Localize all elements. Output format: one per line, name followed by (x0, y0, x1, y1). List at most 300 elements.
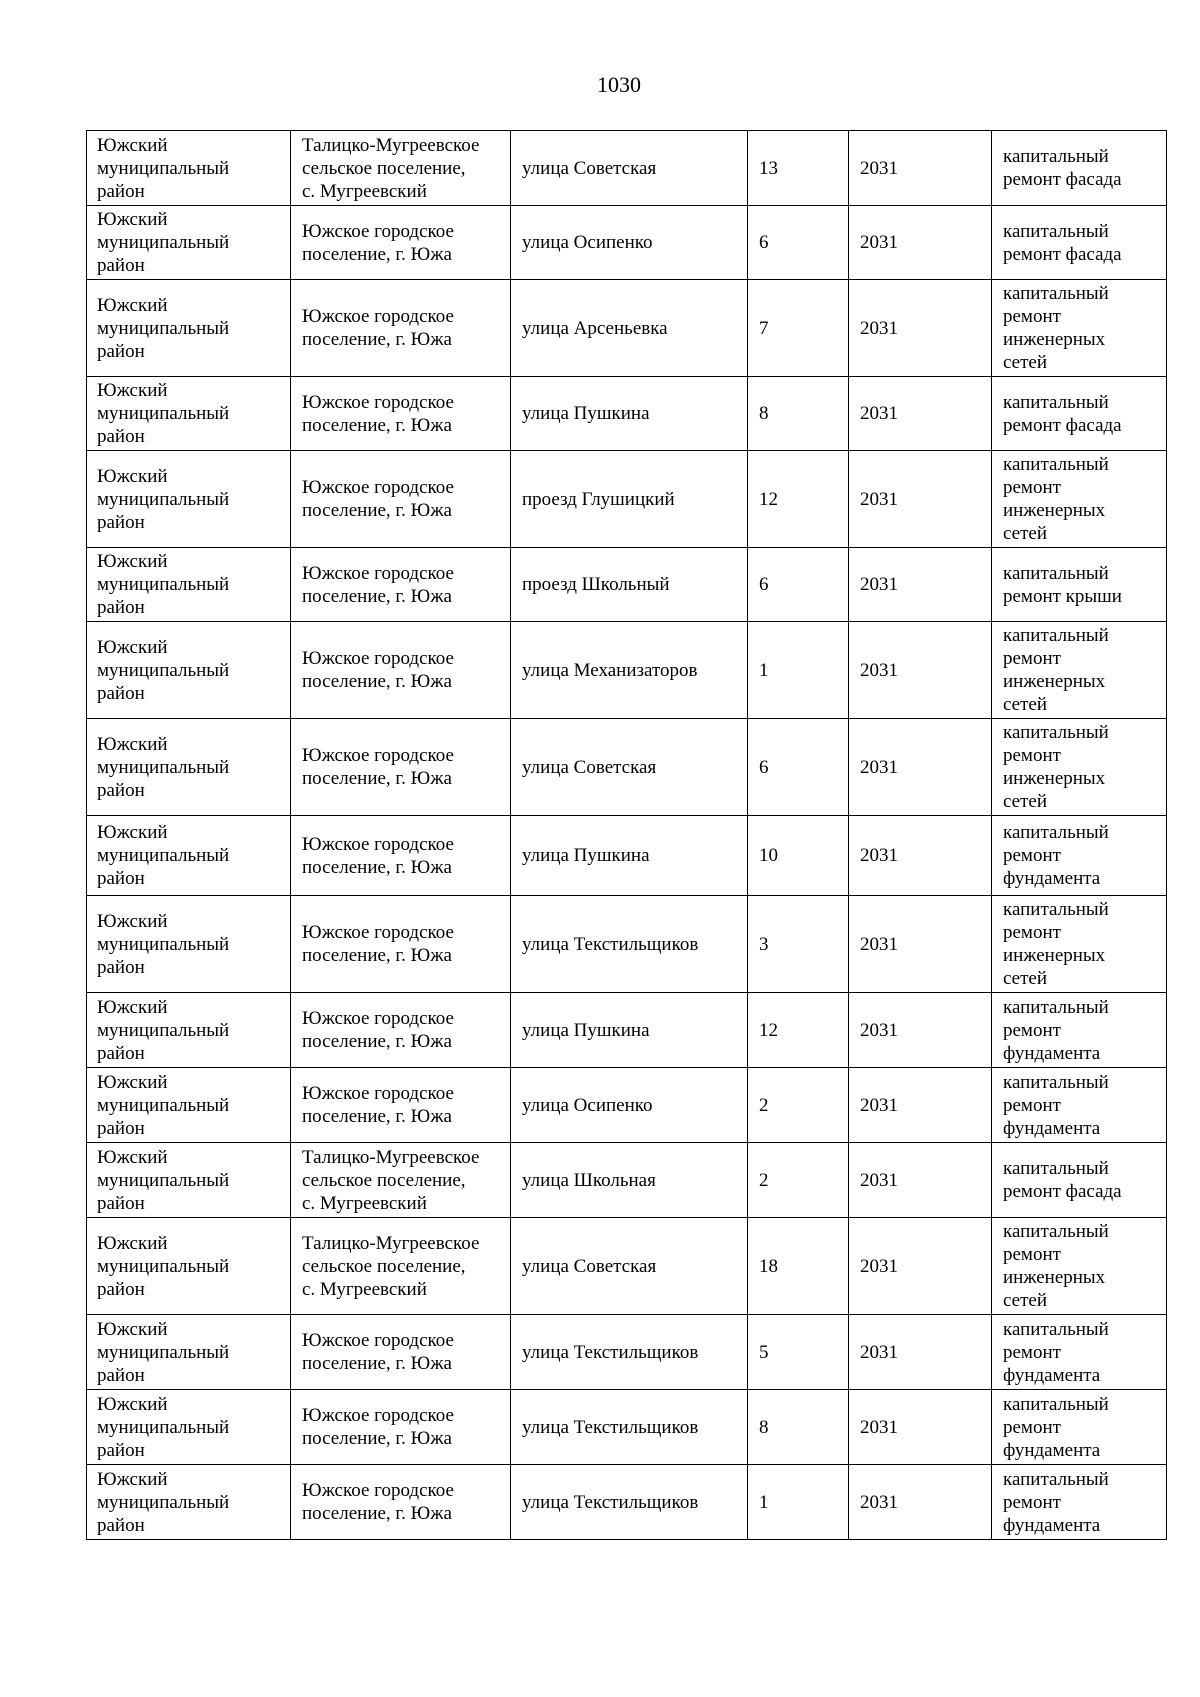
work-type-cell (992, 719, 1167, 816)
street-cell (511, 131, 748, 206)
work-type-cell-line: капитальный (1003, 1158, 1109, 1179)
year-cell (849, 131, 992, 206)
district-cell-line: муниципальный (97, 574, 230, 595)
street-cell-text: улица Механизаторов (522, 659, 698, 681)
district-cell-line: район (97, 511, 145, 533)
settlement-cell-line: поселение, г. Южа (302, 243, 452, 265)
table-row (87, 548, 1167, 622)
settlement-cell-line: поселение, г. Южа (302, 329, 452, 350)
work-type-cell-line: ремонт фасада (1003, 243, 1122, 265)
house-number-cell (748, 816, 849, 896)
work-type-cell-line: капитальный (1003, 822, 1109, 843)
work-type-cell-line: ремонт фасада (1003, 1181, 1122, 1202)
work-type-cell-line: ремонт (1003, 745, 1061, 766)
work-type-cell-line: ремонт (1003, 1019, 1061, 1041)
work-type-cell (992, 816, 1167, 896)
table-row (87, 451, 1167, 548)
house-number-cell-text: 3 (759, 933, 769, 955)
work-type-cell-line: ремонт (1003, 477, 1061, 498)
table-row (87, 280, 1167, 377)
work-type-cell-line: капитальный (1003, 1221, 1109, 1242)
year-cell (849, 622, 992, 719)
street-cell-text: улица Текстильщиков (522, 1341, 699, 1363)
settlement-cell (291, 377, 511, 451)
street-cell-text: улица Советская (522, 756, 657, 778)
settlement-cell-line: Талицко-Мугреевское (302, 1146, 480, 1168)
street-cell-text: улица Пушкина (522, 1019, 650, 1041)
work-type-cell-line: ремонт (1003, 922, 1061, 943)
year-cell-text: 2031 (860, 403, 898, 424)
district-cell (87, 896, 291, 993)
street-cell-text: улица Осипенко (522, 232, 653, 253)
district-cell-line: муниципальный (97, 845, 230, 866)
district-cell-line: муниципальный (97, 232, 230, 253)
year-cell (849, 896, 992, 993)
year-cell (849, 993, 992, 1068)
settlement-cell-line: сельское поселение, (302, 157, 466, 179)
district-cell (87, 206, 291, 280)
work-type-cell-line: капитальный (1003, 625, 1109, 646)
year-cell-text: 2031 (860, 157, 898, 179)
settlement-cell (291, 1315, 511, 1390)
district-cell (87, 1465, 291, 1540)
work-type-cell-line: ремонт (1003, 1094, 1061, 1116)
district-cell-line: район (97, 1439, 145, 1461)
district-cell (87, 451, 291, 548)
street-cell (511, 896, 748, 993)
year-cell (849, 719, 992, 816)
work-type-cell-line: сетей (1003, 694, 1048, 715)
year-cell (849, 1465, 992, 1540)
district-cell-line: район (97, 1192, 145, 1214)
district-cell-line: район (97, 779, 145, 801)
table-row (87, 622, 1167, 719)
house-number-cell-text: 1 (759, 1491, 769, 1513)
work-type-cell-line: капитальный (1003, 722, 1109, 743)
street-cell (511, 993, 748, 1068)
work-type-cell-line: капитальный (1003, 1468, 1109, 1490)
district-cell (87, 816, 291, 896)
settlement-cell-line: Южское городское (302, 477, 454, 498)
work-type-cell-line: ремонт (1003, 648, 1061, 669)
work-type-cell-line: инженерных (1003, 500, 1106, 521)
district-cell-line: Южский (97, 822, 168, 843)
repair-schedule-table (86, 130, 1167, 1540)
settlement-cell (291, 1143, 511, 1218)
settlement-cell-line: Талицко-Мугреевское (302, 1232, 480, 1254)
settlement-cell (291, 1218, 511, 1315)
work-type-cell-line: фундамента (1003, 1117, 1101, 1139)
work-type-cell-line: капитальный (1003, 283, 1109, 304)
district-cell-line: район (97, 180, 145, 202)
district-cell-line: муниципальный (97, 317, 230, 339)
settlement-cell-line: Южское городское (302, 1330, 454, 1351)
settlement-cell-line: Южское городское (302, 1008, 454, 1029)
house-number-cell (748, 548, 849, 622)
work-type-cell-line: капитальный (1003, 454, 1109, 475)
settlement-cell-line: Южское городское (302, 306, 454, 327)
work-type-cell-line: капитальный (1003, 1071, 1109, 1093)
table-row (87, 1218, 1167, 1315)
work-type-cell-line: фундамента (1003, 1364, 1101, 1386)
house-number-cell-text: 8 (759, 1416, 769, 1438)
settlement-cell-line: поселение, г. Южа (302, 768, 452, 789)
house-number-cell-text: 2 (759, 1169, 769, 1191)
work-type-cell-line: ремонт крыши (1003, 585, 1122, 607)
district-cell (87, 622, 291, 719)
work-type-cell (992, 993, 1167, 1068)
street-cell (511, 1465, 748, 1540)
street-cell-text: улица Осипенко (522, 1094, 653, 1116)
table-row (87, 377, 1167, 451)
settlement-cell-line: поселение, г. Южа (302, 671, 452, 692)
table-body (87, 131, 1167, 1540)
district-cell-line: муниципальный (97, 1094, 230, 1116)
year-cell-text: 2031 (860, 1341, 898, 1363)
work-type-cell (992, 131, 1167, 206)
work-type-cell (992, 451, 1167, 548)
settlement-cell-line: поселение, г. Южа (302, 1031, 452, 1052)
year-cell-text: 2031 (860, 845, 898, 866)
district-cell-line: район (97, 1364, 145, 1386)
settlement-cell-line: Южское городское (302, 745, 454, 766)
district-cell-line: муниципальный (97, 933, 230, 955)
district-cell-line: муниципальный (97, 1169, 230, 1191)
settlement-cell-line: Южское городское (302, 1480, 454, 1501)
table-row (87, 206, 1167, 280)
house-number-cell-text: 8 (759, 403, 769, 424)
district-cell-line: муниципальный (97, 659, 230, 681)
table-row (87, 993, 1167, 1068)
work-type-cell (992, 1068, 1167, 1143)
year-cell-text: 2031 (860, 232, 898, 253)
table-row (87, 896, 1167, 993)
settlement-cell (291, 451, 511, 548)
house-number-cell-text: 6 (759, 756, 769, 778)
street-cell-text: улица Арсеньевка (522, 317, 668, 339)
district-cell-line: Южский (97, 636, 168, 658)
house-number-cell (748, 622, 849, 719)
settlement-cell (291, 816, 511, 896)
district-cell-line: муниципальный (97, 1255, 230, 1277)
settlement-cell-line: поселение, г. Южа (302, 856, 452, 878)
house-number-cell-text: 12 (759, 1019, 778, 1041)
house-number-cell-text: 10 (759, 845, 778, 866)
street-cell (511, 1315, 748, 1390)
page-number: 1030 (597, 72, 641, 97)
work-type-cell-line: ремонт (1003, 1416, 1061, 1438)
settlement-cell (291, 719, 511, 816)
district-cell (87, 548, 291, 622)
district-cell-line: муниципальный (97, 488, 230, 510)
district-cell-line: Южский (97, 209, 168, 230)
district-cell-line: муниципальный (97, 1019, 230, 1041)
house-number-cell-text: 6 (759, 574, 769, 595)
district-cell-line: Южский (97, 1468, 168, 1490)
work-type-cell-line: фундамента (1003, 868, 1101, 889)
house-number-cell (748, 206, 849, 280)
work-type-cell-line: капитальный (1003, 1393, 1109, 1415)
year-cell (849, 1068, 992, 1143)
table-row (87, 1068, 1167, 1143)
work-type-cell (992, 280, 1167, 377)
work-type-cell-line: инженерных (1003, 1267, 1106, 1288)
work-type-cell-line: капитальный (1003, 1318, 1109, 1340)
district-cell-line: Южский (97, 294, 168, 316)
settlement-cell-line: поселение, г. Южа (302, 1353, 452, 1374)
work-type-cell-line: сетей (1003, 352, 1048, 373)
district-cell-line: Южский (97, 733, 168, 755)
table-row (87, 816, 1167, 896)
year-cell (849, 1218, 992, 1315)
district-cell-line: район (97, 868, 145, 889)
street-cell-text: улица Текстильщиков (522, 1491, 699, 1513)
district-cell-line: муниципальный (97, 1416, 230, 1438)
work-type-cell-line: фундамента (1003, 1042, 1101, 1064)
street-cell (511, 816, 748, 896)
district-cell-line: муниципальный (97, 403, 230, 424)
district-cell-line: район (97, 956, 145, 978)
settlement-cell (291, 1390, 511, 1465)
year-cell (849, 1143, 992, 1218)
street-cell (511, 377, 748, 451)
year-cell-text: 2031 (860, 1094, 898, 1116)
settlement-cell-line: поселение, г. Южа (302, 585, 452, 607)
district-cell (87, 1315, 291, 1390)
settlement-cell-line: поселение, г. Южа (302, 1106, 452, 1127)
year-cell (849, 377, 992, 451)
work-type-cell-line: инженерных (1003, 945, 1106, 966)
street-cell (511, 622, 748, 719)
street-cell-text: улица Советская (522, 1255, 657, 1277)
district-cell (87, 280, 291, 377)
district-cell (87, 131, 291, 206)
settlement-cell (291, 1068, 511, 1143)
house-number-cell (748, 451, 849, 548)
work-type-cell-line: сетей (1003, 523, 1048, 544)
house-number-cell-text: 6 (759, 232, 769, 253)
work-type-cell-line: фундамента (1003, 1514, 1101, 1536)
work-type-cell-line: ремонт (1003, 1244, 1061, 1265)
district-cell-line: Южский (97, 380, 168, 401)
house-number-cell (748, 131, 849, 206)
year-cell (849, 280, 992, 377)
work-type-cell-line: капитальный (1003, 146, 1109, 167)
work-type-cell (992, 1465, 1167, 1540)
year-cell-text: 2031 (860, 756, 898, 778)
work-type-cell-line: капитальный (1003, 220, 1109, 242)
house-number-cell-text: 13 (759, 157, 778, 179)
settlement-cell (291, 280, 511, 377)
house-number-cell-text: 5 (759, 1341, 769, 1363)
work-type-cell-line: капитальный (1003, 899, 1109, 920)
district-cell-line: Южский (97, 1393, 168, 1415)
work-type-cell (992, 896, 1167, 993)
work-type-cell-line: ремонт фасада (1003, 414, 1122, 436)
house-number-cell (748, 719, 849, 816)
work-type-cell (992, 1390, 1167, 1465)
work-type-cell-line: ремонт (1003, 306, 1061, 327)
street-cell-text: улица Текстильщиков (522, 1416, 699, 1438)
district-cell-line: район (97, 1278, 145, 1300)
work-type-cell-line: капитальный (1003, 391, 1109, 413)
work-type-cell-line: ремонт (1003, 1341, 1061, 1363)
settlement-cell (291, 1465, 511, 1540)
house-number-cell (748, 1465, 849, 1540)
work-type-cell (992, 1315, 1167, 1390)
work-type-cell-line: ремонт (1003, 845, 1061, 866)
street-cell (511, 548, 748, 622)
table-row (87, 1390, 1167, 1465)
year-cell-text: 2031 (860, 1169, 898, 1191)
street-cell (511, 719, 748, 816)
district-cell (87, 719, 291, 816)
work-type-cell-line: фундамента (1003, 1439, 1101, 1461)
house-number-cell-text: 2 (759, 1094, 769, 1116)
work-type-cell-line: инженерных (1003, 768, 1106, 789)
district-cell-line: Южский (97, 996, 168, 1018)
district-cell (87, 1390, 291, 1465)
district-cell-line: район (97, 255, 145, 276)
district-cell-line: Южский (97, 1318, 168, 1340)
settlement-cell (291, 622, 511, 719)
house-number-cell (748, 1315, 849, 1390)
work-type-cell-line: капитальный (1003, 562, 1109, 584)
district-cell (87, 1143, 291, 1218)
work-type-cell-line: ремонт фасада (1003, 169, 1122, 190)
year-cell-text: 2031 (860, 574, 898, 595)
settlement-cell-line: Южское городское (302, 1083, 454, 1104)
year-cell-text: 2031 (860, 933, 898, 955)
street-cell-text: улица Советская (522, 157, 657, 179)
year-cell (849, 206, 992, 280)
district-cell-line: Южский (97, 1232, 168, 1254)
district-cell-line: район (97, 1042, 145, 1064)
year-cell-text: 2031 (860, 488, 898, 510)
house-number-cell-text: 18 (759, 1255, 778, 1277)
settlement-cell (291, 896, 511, 993)
district-cell-line: Южский (97, 910, 168, 932)
street-cell (511, 451, 748, 548)
year-cell-text: 2031 (860, 1491, 898, 1513)
year-cell (849, 548, 992, 622)
settlement-cell-line: Талицко-Мугреевское (302, 134, 480, 156)
house-number-cell (748, 377, 849, 451)
settlement-cell (291, 131, 511, 206)
house-number-cell-text: 1 (759, 659, 769, 681)
house-number-cell (748, 896, 849, 993)
work-type-cell-line: инженерных (1003, 671, 1106, 692)
settlement-cell-line: с. Мугреевский (302, 1192, 427, 1214)
year-cell-text: 2031 (860, 659, 898, 681)
year-cell-text: 2031 (860, 317, 898, 339)
settlement-cell (291, 548, 511, 622)
street-cell-text: проезд Школьный (522, 574, 670, 595)
district-cell-line: Южский (97, 465, 168, 487)
settlement-cell-line: поселение, г. Южа (302, 414, 452, 436)
district-cell-line: Южский (97, 551, 168, 572)
district-cell (87, 377, 291, 451)
district-cell-line: Южский (97, 134, 168, 156)
settlement-cell-line: с. Мугреевский (302, 180, 427, 202)
work-type-cell-line: инженерных (1003, 329, 1106, 350)
district-cell-line: Южский (97, 1071, 168, 1093)
house-number-cell (748, 1068, 849, 1143)
settlement-cell-line: Южское городское (302, 833, 454, 855)
district-cell-line: район (97, 1514, 145, 1536)
settlement-cell-line: с. Мугреевский (302, 1278, 427, 1300)
settlement-cell-line: поселение, г. Южа (302, 1428, 452, 1449)
street-cell-text: проезд Глушицкий (522, 488, 675, 510)
district-cell-line: Южский (97, 1146, 168, 1168)
year-cell-text: 2031 (860, 1255, 898, 1277)
table-row (87, 719, 1167, 816)
settlement-cell-line: Южское городское (302, 391, 454, 413)
district-cell (87, 1068, 291, 1143)
district-cell-line: муниципальный (97, 756, 230, 778)
house-number-cell-text: 7 (759, 317, 769, 339)
district-cell-line: муниципальный (97, 157, 230, 179)
work-type-cell (992, 377, 1167, 451)
table-row (87, 1315, 1167, 1390)
table-row (87, 131, 1167, 206)
district-cell-line: район (97, 597, 145, 618)
house-number-cell (748, 1143, 849, 1218)
work-type-cell-line: ремонт (1003, 1491, 1061, 1513)
year-cell (849, 816, 992, 896)
street-cell-text: улица Пушкина (522, 403, 650, 424)
settlement-cell (291, 206, 511, 280)
settlement-cell-line: Южское городское (302, 1405, 454, 1426)
street-cell (511, 1143, 748, 1218)
year-cell (849, 1390, 992, 1465)
district-cell (87, 993, 291, 1068)
settlement-cell-line: Южское городское (302, 562, 454, 584)
work-type-cell-line: сетей (1003, 791, 1048, 812)
work-type-cell (992, 1218, 1167, 1315)
work-type-cell (992, 206, 1167, 280)
district-cell-line: район (97, 426, 145, 447)
table-row (87, 1465, 1167, 1540)
house-number-cell (748, 280, 849, 377)
street-cell-text: улица Пушкина (522, 845, 650, 866)
settlement-cell-line: сельское поселение, (302, 1169, 466, 1191)
district-cell-line: муниципальный (97, 1341, 230, 1363)
street-cell (511, 1068, 748, 1143)
settlement-cell-line: поселение, г. Южа (302, 500, 452, 521)
house-number-cell (748, 1218, 849, 1315)
work-type-cell-line: сетей (1003, 968, 1048, 989)
street-cell (511, 1390, 748, 1465)
house-number-cell (748, 1390, 849, 1465)
street-cell-text: улица Текстильщиков (522, 933, 699, 955)
settlement-cell-line: поселение, г. Южа (302, 1503, 452, 1524)
year-cell-text: 2031 (860, 1416, 898, 1438)
street-cell (511, 1218, 748, 1315)
district-cell-line: район (97, 1117, 145, 1139)
district-cell-line: район (97, 340, 145, 362)
street-cell-text: улица Школьная (522, 1169, 656, 1191)
settlement-cell (291, 993, 511, 1068)
work-type-cell-line: капитальный (1003, 996, 1109, 1018)
street-cell (511, 280, 748, 377)
settlement-cell-line: Южское городское (302, 220, 454, 242)
district-cell (87, 1218, 291, 1315)
district-cell-line: район (97, 682, 145, 704)
work-type-cell-line: сетей (1003, 1290, 1048, 1311)
work-type-cell (992, 622, 1167, 719)
year-cell (849, 1315, 992, 1390)
